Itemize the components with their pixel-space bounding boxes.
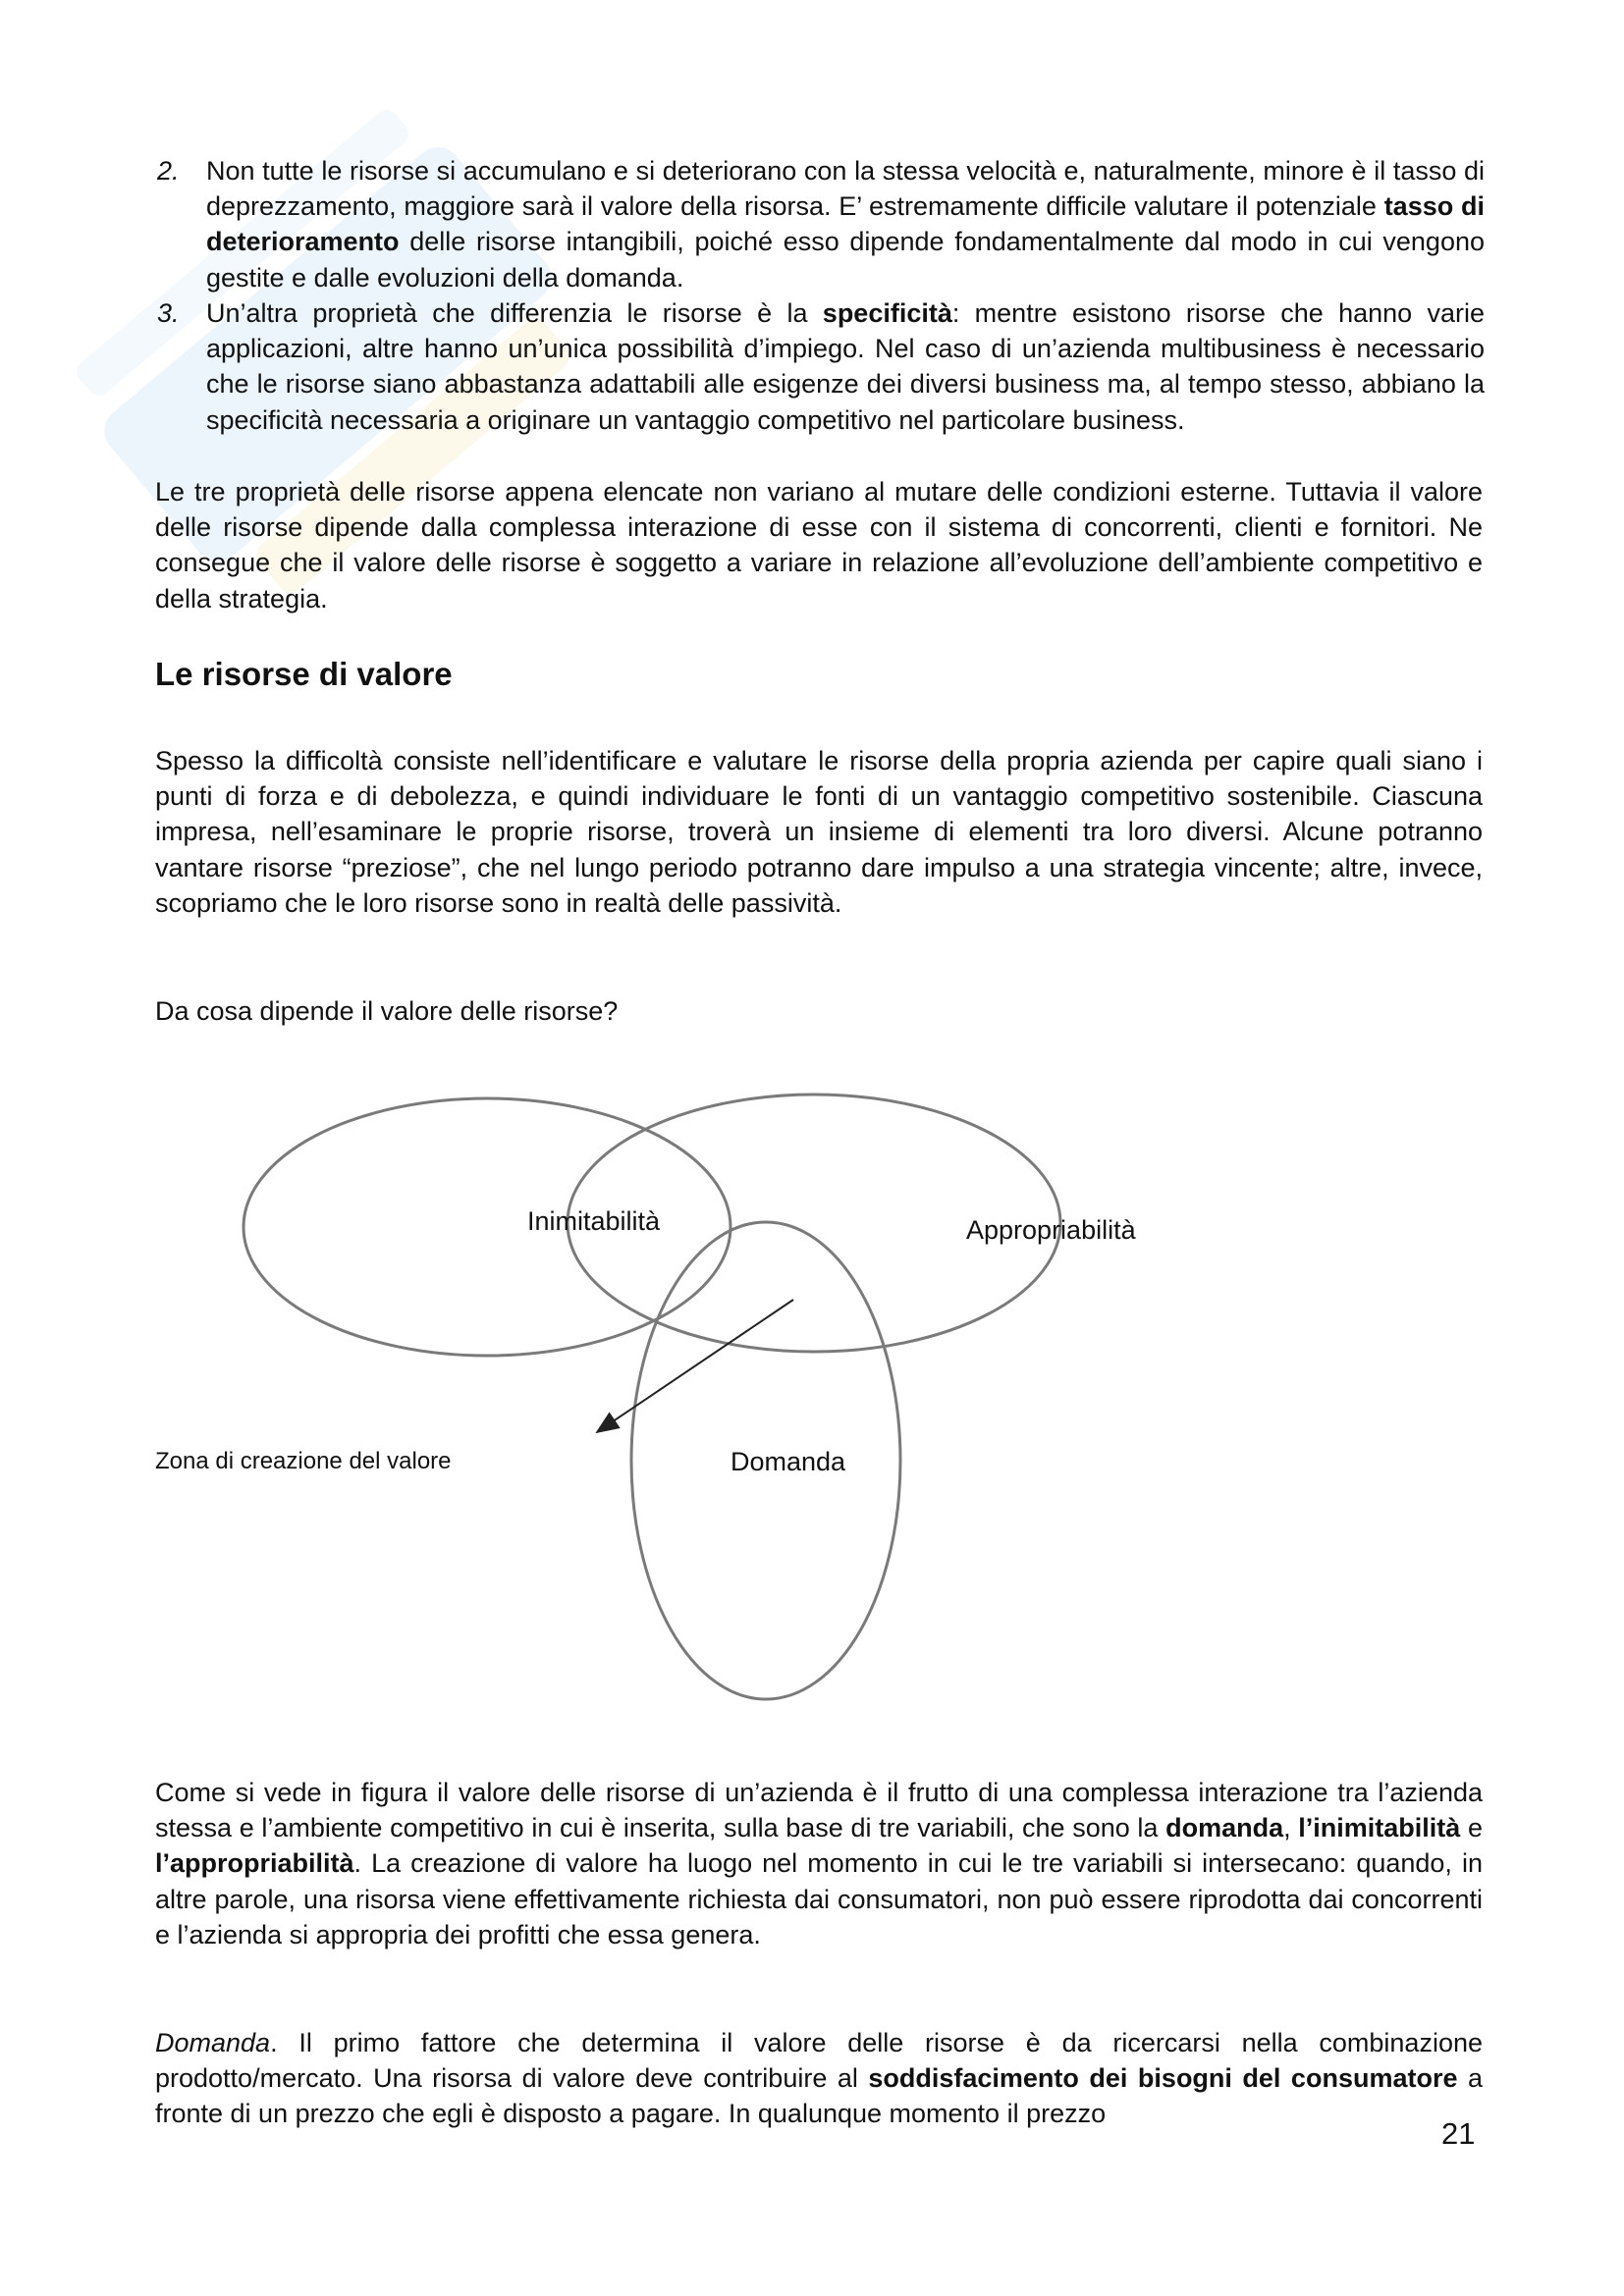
label-domanda: Domanda bbox=[731, 1447, 846, 1476]
label-inimitabilita: Inimitabilità bbox=[527, 1206, 661, 1236]
list-item-text: Non tutte le risorse si accumulano e si deteriorano con la stessa velocità e, naturalmente, minore è il tasso di deprezzamento, maggiore sarà il valore della risorsa. E’ estremamente difficile valutare il potenziale tasso di deterioramento delle risorse intangibili, poiché esso dipende fondamentalmente dal modo in cui vengono gestite e dalle evoluzioni della domanda. bbox=[206, 156, 1485, 293]
label-zona-creazione-valore: Zona di creazione del valore bbox=[155, 1448, 452, 1474]
bold-term: l’appropriabilità bbox=[155, 1848, 354, 1879]
list-number: 3. bbox=[157, 298, 180, 328]
bold-term: domanda bbox=[1165, 1813, 1284, 1843]
bold-term: soddisfacimento dei bisogni del consumatore bbox=[868, 2063, 1458, 2094]
venn-diagram bbox=[147, 1080, 1227, 1708]
list-item-text: Un’altra proprietà che differenzia le risorse è la specificità: mentre esistono risorse che hanno varie applicazioni, altre hanno un’unica possibilità d’impiego. Nel caso di un’azienda multibusiness è necessario che le risorse siano abbastanza adattabili alle esigenze dei diversi business ma, al tempo stesso, abbiano la specificità necessaria a originare un vantaggio competitivo nel particolare business. bbox=[206, 298, 1485, 435]
question-text: Da cosa dipende il valore delle risorse? bbox=[155, 996, 619, 1026]
paragraph-difficulty: Spesso la difficoltà consiste nell’identificare e valutare le risorse della propria azienda per capire quali siano i punti di forza e di debolezza, e quindi individuare le fonti di un vantaggio competitivo sostenibile. Ciascuna impresa, nell’esaminare le proprie risorse, troverà un insieme di elementi tra loro diversi. Alcune potranno vantare risorse “preziose”, che nel lungo periodo potranno dare impulso a una strategia vincente; altre, invece, scopriamo che le loro risorse sono in realtà delle passività. bbox=[155, 746, 1483, 918]
section-heading: Le risorse di valore bbox=[155, 656, 453, 692]
italic-term: Domanda bbox=[155, 2028, 271, 2057]
value-zone-arrow bbox=[597, 1300, 793, 1432]
paragraph-figure-explanation: Come si vede in figura il valore delle risorse di un’azienda è il frutto di una complessa interazione tra l’azienda stessa e l’ambiente competitivo in cui è inserita, sulla base di tre variabili, che sono la domanda, l’inimitabilità e l’appropriabilità. La creazione di valore ha luogo nel momento in cui le tre variabili si intersecano: quando, in altre parole, una risorsa viene effettivamente richiesta dai consumatori, non può essere riprodotta dai concorrenti e l’azienda si appropria dei profitti che essa genera. bbox=[155, 1778, 1483, 1949]
list-number: 2. bbox=[157, 156, 180, 186]
list-item bbox=[157, 295, 1485, 438]
page-number: 21 bbox=[1441, 2116, 1476, 2151]
label-appropriabilita: Appropriabilità bbox=[966, 1215, 1136, 1245]
paragraph-properties: Le tre proprietà delle risorse appena elencate non variano al mutare delle condizioni esterne. Tuttavia il valore delle risorse dipende dalla complessa interazione di esse con il sistema di concorrenti, clienti e fornitori. Ne consegue che il valore delle risorse è soggetto a variare in relazione all’evoluzione dell’ambiente competitivo e della strategia. bbox=[155, 477, 1483, 614]
bold-term: l’inimitabilità bbox=[1298, 1813, 1461, 1843]
list-item bbox=[157, 153, 1485, 295]
bold-term: tasso di deterioramento bbox=[206, 191, 1485, 257]
bold-term: specificità bbox=[822, 298, 952, 328]
paragraph-domanda: Domanda. Il primo fattore che determina il valore delle risorse è da ricercarsi nella combinazione prodotto/mercato. Una risorsa di valore deve contribuire al soddisfacimento dei bisogni del consumatore a fronte di un prezzo che egli è disposto a pagare. In qualunque momento il prezzo bbox=[155, 2028, 1484, 2129]
